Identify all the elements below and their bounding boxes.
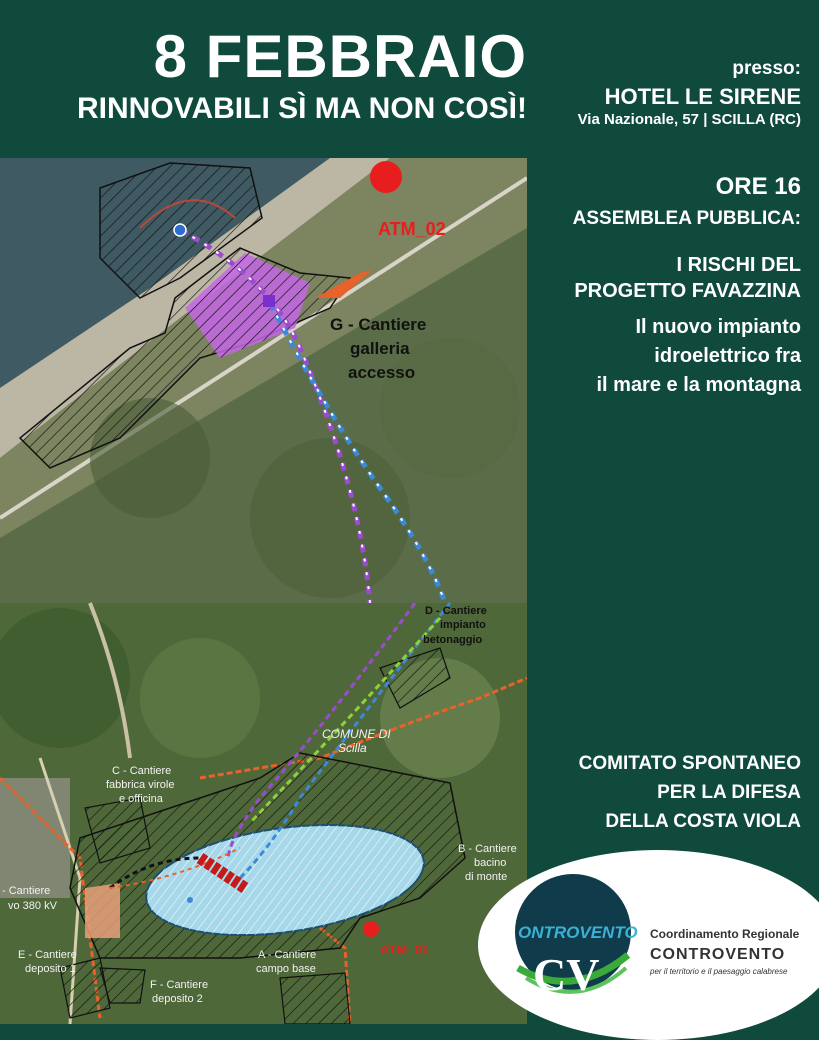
shaft-marker bbox=[263, 295, 275, 307]
e-left-label-1: - Cantiere bbox=[2, 885, 51, 897]
c-label-1: C - Cantiere bbox=[112, 765, 172, 777]
logo-letters: CV bbox=[533, 949, 600, 1000]
committee-line-2: PER LA DIFESA bbox=[657, 782, 801, 803]
atm-01-marker bbox=[363, 921, 379, 937]
a-label-1: A - Cantiere bbox=[258, 949, 317, 961]
g-label-2: galleria bbox=[350, 339, 410, 358]
f-label-2: deposito 2 bbox=[152, 993, 203, 1005]
logo-title-2: CONTROVENTO bbox=[650, 946, 786, 963]
atm-02-marker bbox=[370, 161, 402, 193]
event-type: ASSEMBLEA PUBBLICA: bbox=[572, 208, 801, 229]
topic-line-1: I RISCHI DEL bbox=[676, 254, 801, 276]
c-label-2: fabbrica virole bbox=[106, 779, 175, 791]
atm-02-label: ATM_02 bbox=[378, 219, 446, 239]
c-label-3: e officina bbox=[119, 793, 163, 805]
controvento-logo bbox=[478, 850, 819, 1040]
committee-line-1: COMITATO SPONTANEO bbox=[578, 753, 801, 774]
g-label-1: G - Cantiere bbox=[330, 315, 427, 334]
logo-tagline: per il territorio e il paesaggio calabrese bbox=[650, 967, 788, 976]
b-label-3: di monte bbox=[465, 871, 508, 883]
b-label-1: B - Cantiere bbox=[458, 843, 517, 855]
e-label-2: deposito 1 bbox=[25, 963, 76, 975]
g-label-3: accesso bbox=[348, 363, 416, 382]
zone-e-orange bbox=[85, 883, 120, 938]
project-map bbox=[0, 158, 527, 1024]
atm-01-label: ATM_01 bbox=[380, 942, 429, 957]
a-label-2: campo base bbox=[256, 963, 316, 975]
logo-title-1: Coordinamento Regionale bbox=[650, 927, 800, 941]
venue-address: Via Nazionale, 57 | SCILLA (RC) bbox=[577, 111, 801, 128]
d-label-3: betonaggio bbox=[423, 634, 483, 646]
event-subtitle: RINNOVABILI SÌ MA NON COSÌ! bbox=[77, 92, 527, 125]
intake-marker bbox=[174, 224, 186, 236]
desc-line-3: il mare e la montagna bbox=[596, 374, 801, 396]
desc-line-1: Il nuovo impianto bbox=[635, 316, 801, 338]
event-date: 8 FEBBRAIO bbox=[153, 23, 527, 90]
venue-name: HOTEL LE SIRENE bbox=[604, 84, 801, 109]
logo-word: ONTROVENTO bbox=[518, 923, 638, 942]
event-time: ORE 16 bbox=[715, 173, 801, 200]
b-label-2: bacino bbox=[474, 857, 507, 869]
comune-label-1: COMUNE DI bbox=[322, 727, 391, 741]
d-label-2: impianto bbox=[440, 619, 486, 631]
venue-label: presso: bbox=[732, 58, 801, 79]
d-label-1: D - Cantiere bbox=[425, 605, 487, 617]
comune-label-2: Scilla bbox=[338, 741, 367, 755]
zone-a bbox=[280, 973, 350, 1024]
e-left-label-2: vo 380 kV bbox=[8, 900, 57, 912]
desc-line-2: idroelettrico fra bbox=[654, 345, 801, 367]
f-label-1: F - Cantiere bbox=[150, 979, 209, 991]
topic-line-2: PROGETTO FAVAZZINA bbox=[574, 280, 801, 302]
committee-line-3: DELLA COSTA VIOLA bbox=[605, 811, 801, 832]
e-label-1: E - Cantiere bbox=[18, 949, 77, 961]
